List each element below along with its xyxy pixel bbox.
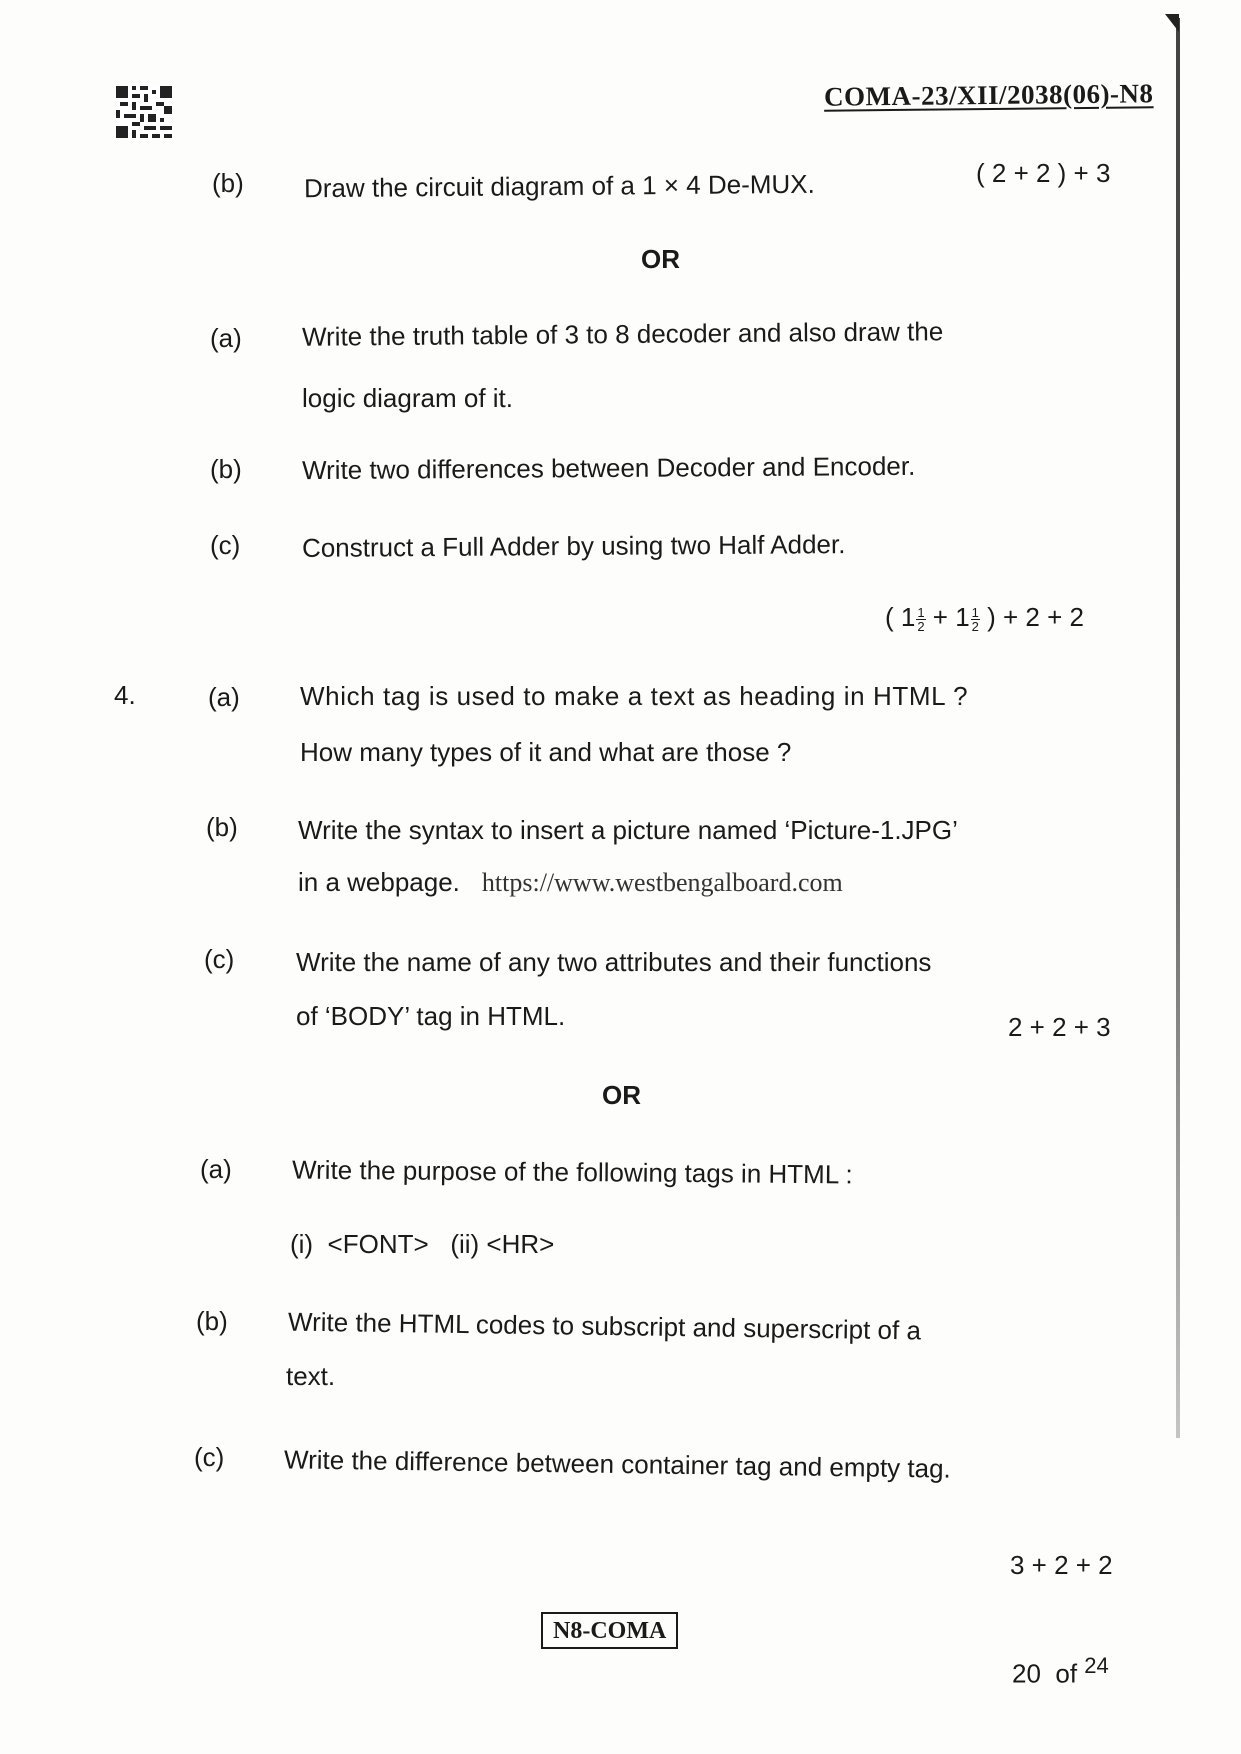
- q3alt-a-line2: logic diagram of it.: [302, 383, 513, 413]
- q4alt-b-line2: text.: [286, 1361, 336, 1391]
- q3b-text: Draw the circuit diagram of a 1 × 4 De-MUX.: [303, 168, 815, 204]
- q3alt-c-label: (c): [210, 530, 241, 560]
- q3alt-marks-plus: + 1: [925, 602, 970, 632]
- q4c-line1: Write the name of any two attributes and their functions: [296, 947, 932, 977]
- q4a-line2: How many types of it and what are those ?: [300, 737, 792, 767]
- q4b-line2-text: in a webpage.: [298, 867, 460, 897]
- q4a-label: (a): [208, 682, 240, 712]
- q3alt-marks-open: ( 1: [885, 602, 916, 632]
- q3alt-a-label: (a): [210, 323, 242, 353]
- fraction-numerator: 1: [917, 604, 925, 620]
- q4alt-a-line1: Write the purpose of the following tags in HTML :: [291, 1154, 853, 1190]
- q4b-line2: [298, 866, 843, 900]
- q4alt-a-line2: (i) <FONT> (ii) <HR>: [290, 1229, 555, 1259]
- q4alt-a-label: (a): [200, 1154, 232, 1184]
- fraction-half-1: [916, 606, 925, 633]
- q3b-label: (b): [212, 168, 244, 198]
- q4alt-c-text: Write the difference between container tag and empty tag.: [283, 1444, 951, 1484]
- q4-marks: 2 + 2 + 3: [1008, 1012, 1111, 1042]
- q4a-line1: Which tag is used to make a text as heading in HTML ?: [300, 681, 969, 711]
- scan-edge-notch: [1165, 14, 1179, 32]
- q3alt-b-label: (b): [210, 454, 242, 484]
- q4alt-b-label: (b): [196, 1306, 228, 1336]
- fraction-denominator: 2: [917, 618, 925, 634]
- q3alt-marks-close: ) + 2 + 2: [979, 602, 1084, 632]
- qr-code-icon: [116, 86, 172, 138]
- or-divider-1: OR: [641, 244, 680, 274]
- fraction-numerator: 1: [971, 604, 979, 620]
- q4c-label: (c): [204, 944, 235, 974]
- q4alt-b-line1: Write the HTML codes to subscript and superscript of a: [287, 1306, 922, 1346]
- q3alt-c-text: Construct a Full Adder by using two Half Adder.: [301, 529, 846, 563]
- page-number: [1012, 1653, 1109, 1690]
- fraction-denominator: 2: [971, 618, 979, 634]
- q4c-line2: of ‘BODY’ tag in HTML.: [296, 1001, 566, 1031]
- or-divider-2: OR: [602, 1080, 641, 1110]
- paper-code: COMA-23/XII/2038(06)-N8: [823, 78, 1154, 112]
- scan-edge-line: [1176, 18, 1180, 1438]
- q4alt-c-label: (c): [194, 1442, 225, 1472]
- q3alt-b-text: Write two differences between Decoder and Encoder.: [301, 450, 916, 486]
- fraction-half-2: [971, 606, 980, 633]
- q4b-label: (b): [206, 812, 238, 842]
- q3alt-marks: [885, 602, 1084, 633]
- q4-number: 4.: [114, 680, 136, 710]
- q4alt-marks: 3 + 2 + 2: [1010, 1550, 1113, 1580]
- page-number-current: 20 of: [1012, 1658, 1085, 1689]
- q3alt-a-line1: Write the truth table of 3 to 8 decoder and also draw the: [301, 316, 944, 352]
- page-number-total: 24: [1084, 1653, 1109, 1678]
- q3b-marks: ( 2 + 2 ) + 3: [976, 158, 1111, 188]
- watermark-url: https://www.westbengalboard.com: [481, 868, 843, 897]
- q4b-line1: Write the syntax to insert a picture named ‘Picture-1.JPG’: [298, 815, 958, 845]
- footer-code-box: N8-COMA: [541, 1612, 678, 1649]
